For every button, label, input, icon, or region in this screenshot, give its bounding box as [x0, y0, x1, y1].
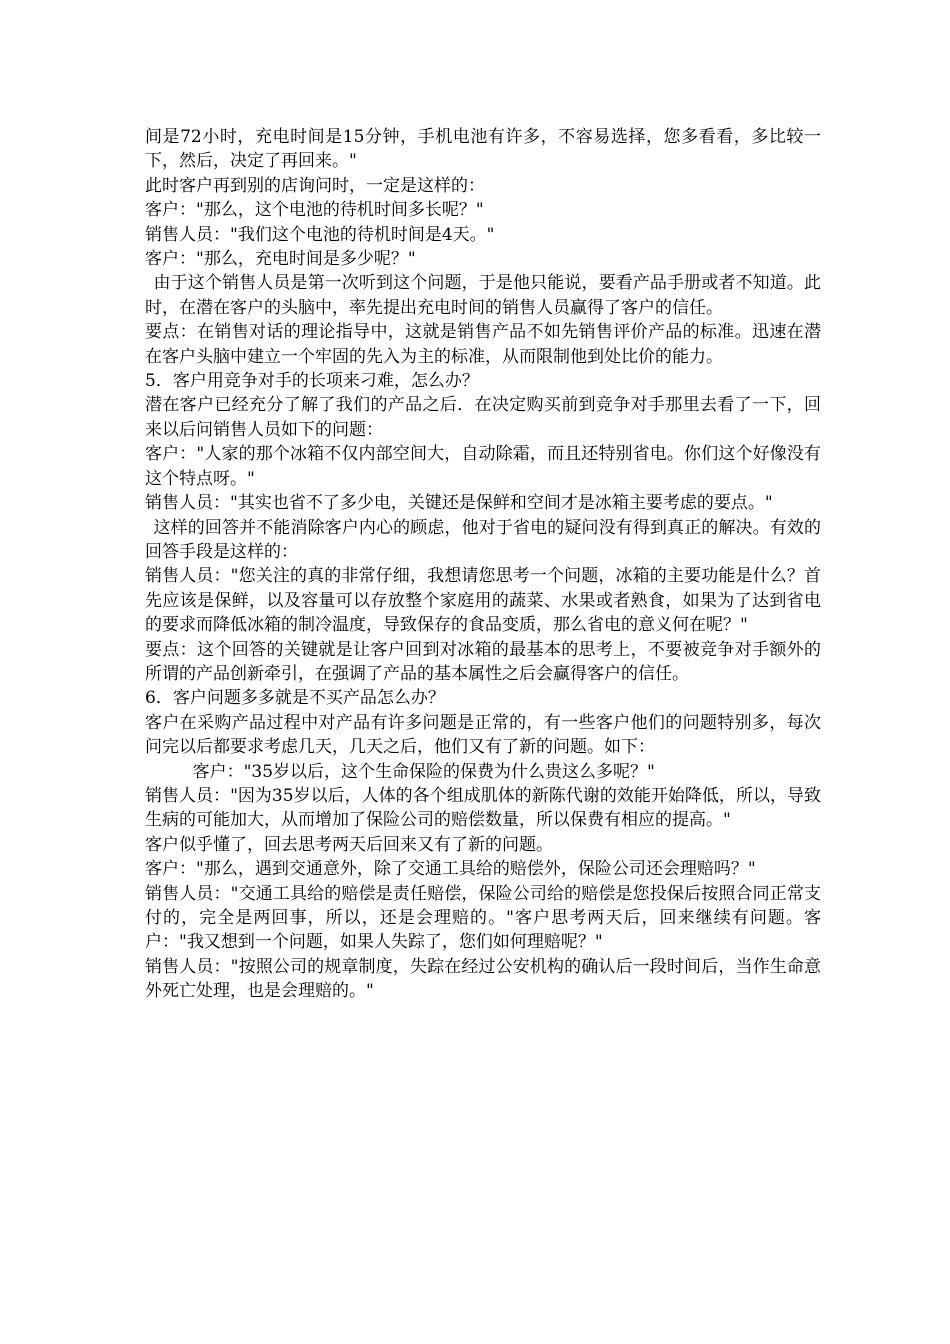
- paragraph-narration: 由于这个销售人员是第一次听到这个问题，于是他只能说，要看产品手册或者不知道。此时，在潜在客户的头脑中，率先提出充电时间的销售人员赢得了客户的信任。: [145, 273, 821, 318]
- section-heading: 5．客户用竞争对手的长项来刁难，怎么办？: [145, 371, 479, 392]
- dialogue-customer: 客户："那么，充电时间是多少呢？": [145, 249, 416, 270]
- dialogue-salesperson: 销售人员："您关注的真的非常仔细，我想请您思考一个问题，冰箱的主要功能是什么？首先应该是保鲜，以及容量可以存放整个家庭用的蔬菜、水果或者熟食，如果为了达到省电的要求而降低冰箱的制冷温度，导致保存的食品变质，那么省电的意义何在呢？": [145, 566, 821, 636]
- section-heading: 6．客户问题多多就是不买产品怎么办？: [145, 688, 445, 709]
- dialogue-salesperson: 销售人员："因为35岁以后，人体的各个组成肌体的新陈代谢的效能开始降低，所以，导致生病的可能加大，从而增加了保险公司的赔偿数量，所以保费有相应的提高。": [145, 785, 821, 831]
- paragraph-continuation: 间是72小时，充电时间是15分钟，手机电池有许多，不容易选择，您多看看，多比较一下，然后，决定了再回来。": [145, 127, 821, 172]
- dialogue-salesperson: 销售人员："按照公司的规章制度，失踪在经过公安机构的确认后一段时间后，当作生命意外死亡处理，也是会理赔的。": [145, 956, 821, 1002]
- paragraph-narration: 潜在客户已经充分了解了我们的产品之后．在决定购买前到竞争对手那里去看了一下，回来以后问销售人员如下的问题：: [145, 395, 821, 440]
- paragraph-narration: 客户在采购产品过程中对产品有许多问题是正常的，有一些客户他们的问题特别多，每次问完以后都要求考虑几天，几天之后，他们又有了新的问题。如下：: [145, 712, 821, 758]
- dialogue-salesperson: 销售人员："交通工具给的赔偿是责任赔偿，保险公司给的赔偿是您投保后按照合同正常支付的，完全是两回事，所以，还是会理赔的。"客户思考两天后，回来继续有问题。客户："我又想到一个问题，如果人失踪了，您们如何理赔呢？": [145, 883, 821, 953]
- paragraph-narration: 客户似乎懂了，回去思考两天后回来又有了新的问题。: [145, 834, 553, 855]
- dialogue-customer: 客户："35岁以后，这个生命保险的保费为什么贵这么多呢？": [192, 761, 655, 782]
- dialogue-salesperson: 销售人员："其实也省不了多少电，关键还是保鲜和空间才是冰箱主要考虑的要点。": [145, 493, 773, 514]
- dialogue-customer: 客户："那么，遇到交通意外，除了交通工具给的赔偿外，保险公司还会理赔吗？": [145, 859, 756, 880]
- paragraph-narration: 这样的回答并不能消除客户内心的顾虑，他对于省电的疑问没有得到真正的解决。有效的回答手段是这样的：: [145, 517, 821, 562]
- dialogue-salesperson: 销售人员："我们这个电池的待机时间是4天。": [145, 224, 495, 245]
- dialogue-customer: 客户："人家的那个冰箱不仅内部空间大，自动除霜，而且还特别省电。你们这个好像没有这个特点呀。": [145, 444, 821, 489]
- paragraph-key-point: 要点：在销售对话的理论指导中，这就是销售产品不如先销售评价产品的标准。迅速在潜在客户头脑中建立一个牢固的先入为主的标准，从而限制他到处比价的能力。: [145, 322, 821, 367]
- document-page: [145, 125, 821, 1004]
- dialogue-customer: 客户："那么，这个电池的待机时间多长呢？": [145, 200, 484, 221]
- paragraph-narration: 此时客户再到别的店询问时，一定是这样的：: [145, 175, 485, 196]
- paragraph-key-point: 要点：这个回答的关键就是让客户回到对冰箱的最基本的思考上，不要被竞争对手额外的所谓的产品创新牵引，在强调了产品的基本属性之后会赢得客户的信任。: [145, 639, 821, 684]
